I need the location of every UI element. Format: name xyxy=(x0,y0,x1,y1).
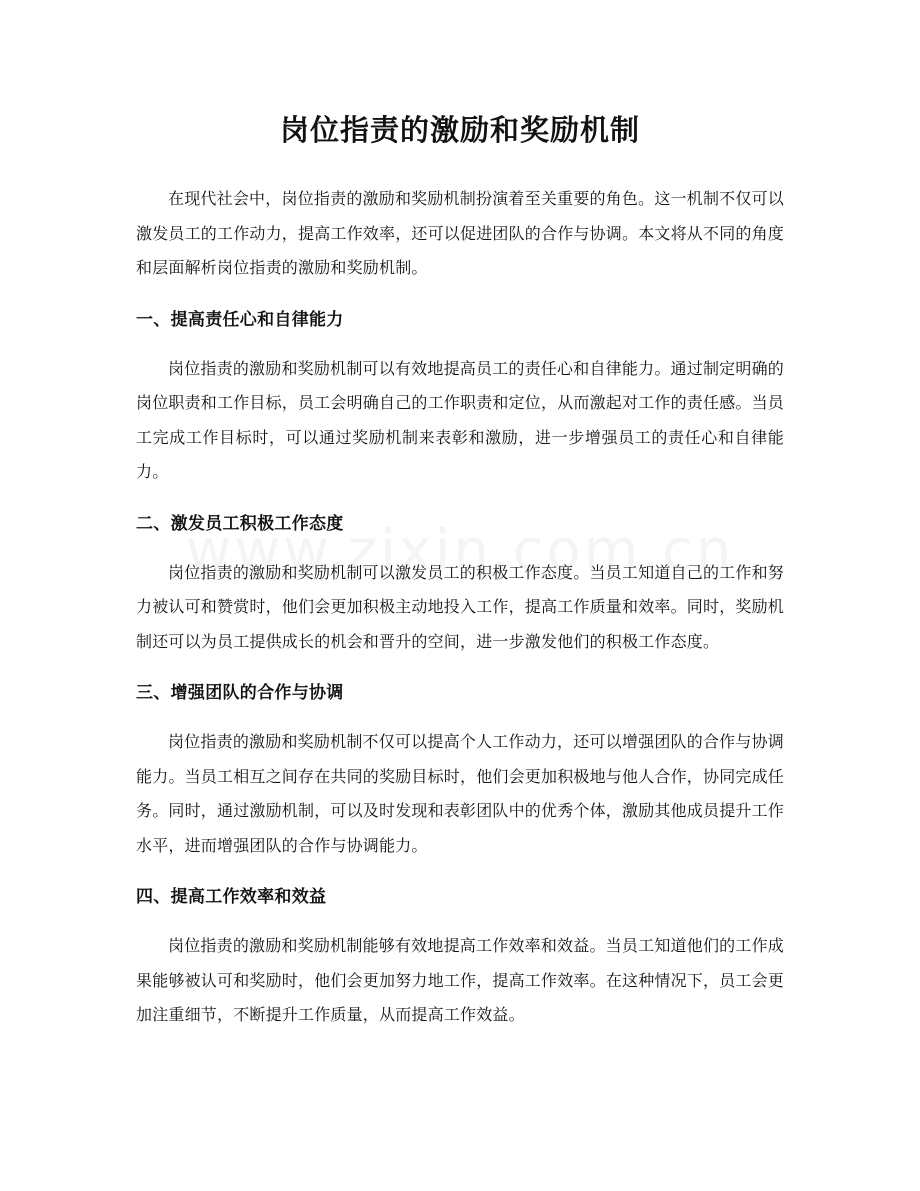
intro-paragraph: 在现代社会中，岗位指责的激励和奖励机制扮演着至关重要的角色。这一机制不仅可以激发员工的工作动力，提高工作效率，还可以促进团队的合作与协调。本文将从不同的角度和层面解析岗位指责的激励和奖励机制。 xyxy=(136,189,785,277)
section-paragraph-4: 岗位指责的激励和奖励机制能够有效地提高工作效率和效益。当员工知道他们的工作成果能够被认可和奖励时，他们会更加努力地工作，提高工作效率。在这种情况下，员工会更加注重细节，不断提升工作质量，从而提高工作效益。 xyxy=(136,936,785,1024)
section-heading-3: 三、增强团队的合作与协调 xyxy=(136,683,344,703)
section-heading-2: 二、激发员工积极工作态度 xyxy=(136,513,344,534)
section-heading-4: 四、提高工作效率和效益 xyxy=(136,887,327,907)
page-title: 岗位指责的激励和奖励机制 xyxy=(279,113,640,147)
section-paragraph-1: 岗位指责的激励和奖励机制可以有效地提高员工的责任心和自律能力。通过制定明确的岗位职责和工作目标，员工会明确自己的工作职责和定位，从而激起对工作的责任感。当员工完成工作目标时，可以通过奖励机制来表彰和激励，进一步增强员工的责任心和自律能力。 xyxy=(136,358,785,481)
section-paragraph-3: 岗位指责的激励和奖励机制不仅可以提高个人工作动力，还可以增强团队的合作与协调能力。当员工相互之间存在共同的奖励目标时，他们会更加积极地与他人合作，协同完成任务。同时，通过激励机制，可以及时发现和表彰团队中的优秀个体，激励其他成员提升工作水平，进而增强团队的合作与协调能力。 xyxy=(136,732,785,855)
document-body xyxy=(136,182,784,1033)
section-paragraph-2: 岗位指责的激励和奖励机制可以激发员工的积极工作态度。当员工知道自己的工作和努力被认可和赞赏时，他们会更加积极主动地投入工作，提高工作质量和效率。同时，奖励机制还可以为员工提供成长的机会和晋升的空间，进一步激发他们的积极工作态度。 xyxy=(136,562,785,651)
section-heading-1: 一、提高责任心和自律能力 xyxy=(136,309,344,330)
